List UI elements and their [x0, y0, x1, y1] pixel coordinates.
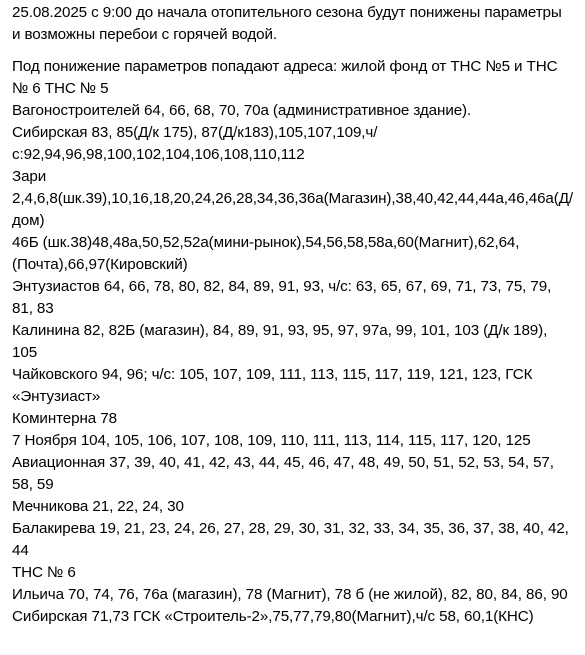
address-line-7-noyabrya: 7 Ноября 104, 105, 106, 107, 108, 109, 110, 111, 113, 114, 115, 117, 120, 125	[12, 432, 531, 449]
address-list	[12, 56, 574, 628]
address-line-mechnikova: Мечникова 21, 22, 24, 30	[12, 498, 184, 515]
address-line-kalinina: Калинина 82, 82Б (магазин), 84, 89, 91, 93, 95, 97, 97а, 99, 101, 103 (Д/к 189), 105	[12, 322, 548, 361]
address-line-zari-2: 46Б (шк.38)48,48а,50,52,52а(мини-рынок),54,56,58,58а,60(Магнит),62,64,(Почта),66,97(Кировский)	[12, 234, 520, 273]
address-line-aviatsionnaya: Авиационная 37, 39, 40, 41, 42, 43, 44, 45, 46, 47, 48, 49, 50, 51, 52, 53, 54, 57, 58, 59	[12, 454, 554, 493]
paragraph-gap	[12, 46, 571, 56]
address-line-sibirskaya-2: Сибирская 71,73 ГСК «Строитель-2»,75,77,79,80(Магнит),ч/с 58, 60,1(КНС)	[12, 608, 534, 625]
address-line-balakireva: Балакирева 19, 21, 23, 24, 26, 27, 28, 29, 30, 31, 32, 33, 34, 35, 36, 37, 38, 40, 42, 44	[12, 520, 569, 559]
address-line-zari-title: Зари	[12, 168, 47, 185]
address-line-entuziastov: Энтузиастов 64, 66, 78, 80, 82, 84, 89, 91, 93, ч/с: 63, 65, 67, 69, 71, 73, 75, 79, 81, 83	[12, 278, 552, 317]
address-line-sibirskaya-1: Сибирская 83, 85(Д/к 175), 87(Д/к183),105,107,109,ч/с:92,94,96,98,100,102,104,106,108,110,112	[12, 124, 378, 163]
address-line-chaykovskogo: Чайковского 94, 96; ч/с: 105, 107, 109, 111, 113, 115, 117, 119, 121, 123, ГСК «Энтузиаст»	[12, 366, 533, 405]
address-line-vagonostroiteley: Вагоностроителей 64, 66, 68, 70, 70а (административное здание).	[12, 102, 472, 119]
address-line-zari-1: 2,4,6,8(шк.39),10,16,18,20,24,26,28,34,36,36а(Магазин),38,40,42,44,44а,46,46а(Д/дом)	[12, 190, 574, 229]
address-line-kominterna: Коминтерна 78	[12, 410, 117, 427]
address-line-ilyicha: Ильича 70, 74, 76, 76а (магазин), 78 (Магнит), 78 б (не жилой), 82, 80, 84, 86, 90	[12, 586, 568, 603]
address-line-scope: Под понижение параметров попадают адреса: жилой фонд от ТНС №5 и ТНС № 6 ТНС № 5	[12, 58, 558, 97]
address-line-tns6-title: ТНС № 6	[12, 564, 76, 581]
intro-text: 25.08.2025 с 9:00 до начала отопительного сезона будут понижены параметры и возможны перебои с горячей водой.	[12, 4, 562, 43]
